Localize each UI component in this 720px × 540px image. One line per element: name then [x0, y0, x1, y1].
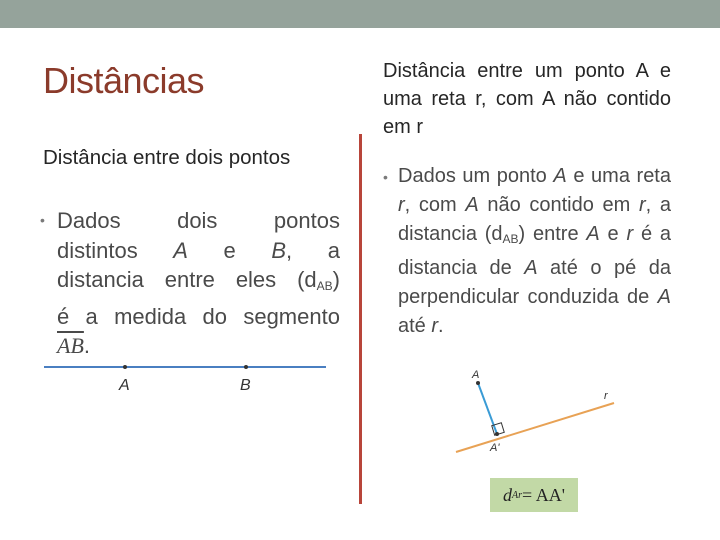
text-run: , com: [404, 194, 466, 216]
line-r: [456, 403, 614, 452]
word: distintos: [57, 237, 138, 263]
point-name: A: [657, 286, 671, 308]
word: eles: [235, 267, 277, 292]
word: dois: [177, 208, 218, 233]
point-name: A: [586, 223, 600, 245]
text-run: ) entre: [518, 223, 587, 245]
comma: ,: [286, 237, 293, 263]
word: do: [202, 303, 228, 329]
word: medida: [114, 303, 187, 329]
word: distancia: [57, 267, 144, 292]
paren: ): [332, 267, 340, 292]
bullet-marker: •: [40, 212, 45, 228]
point-name: B: [271, 237, 287, 263]
formula-subscript: Ar: [512, 489, 523, 501]
text-run: .: [438, 315, 444, 337]
line-name: r: [626, 223, 634, 245]
text-run: até o pé da perpendicular conduzida de: [398, 257, 671, 308]
formula-d: d: [503, 484, 513, 505]
left-subtitle: Distância entre dois pontos: [43, 146, 291, 169]
text-run: não contido em: [478, 194, 639, 216]
slide-title: Distâncias: [43, 60, 205, 101]
period: .: [83, 333, 91, 358]
point-name: A: [173, 237, 188, 263]
subscript: AB: [502, 232, 519, 246]
line-name: r: [638, 194, 646, 216]
text-run: e: [599, 223, 627, 245]
word: (d: [297, 267, 317, 292]
text-run: é a distancia de: [398, 223, 672, 279]
bullet-marker: •: [383, 169, 388, 185]
point-a-label: A: [119, 377, 130, 394]
diagram-point-a-label: A: [472, 369, 480, 381]
formula-rhs: = AA': [522, 484, 565, 505]
segment-ab: $\overline{AB}$: [57, 333, 84, 358]
word: Dados: [57, 208, 121, 233]
right-heading: Distância entre um ponto A e uma reta r, com A não contido em r: [383, 60, 671, 138]
line-name: r: [431, 315, 439, 337]
foot-dot: [495, 432, 499, 436]
word: a: [85, 303, 98, 329]
word: entre: [164, 267, 215, 292]
diagram-line-r-label: r: [604, 390, 608, 402]
word: segmento: [243, 303, 340, 329]
text-run: e uma reta: [566, 165, 671, 187]
point-name: A: [553, 165, 567, 187]
line-name: r: [398, 194, 405, 216]
word: a: [327, 237, 340, 263]
word: pontos: [273, 208, 340, 233]
text-run: até: [398, 315, 432, 337]
point-a-dot: [476, 381, 480, 385]
text-run: , a distancia (d: [398, 194, 671, 245]
perpendicular-segment: [478, 383, 497, 434]
subscript: AB: [316, 279, 333, 293]
distance-formula: [490, 478, 578, 512]
diagram-foot-label: A': [490, 442, 500, 454]
point-b-label: B: [240, 377, 251, 394]
point-name: A: [465, 194, 479, 216]
word: é: [57, 303, 70, 329]
text-run: Dados um ponto: [398, 165, 554, 187]
point-name: A: [524, 257, 538, 279]
word: e: [223, 237, 236, 263]
